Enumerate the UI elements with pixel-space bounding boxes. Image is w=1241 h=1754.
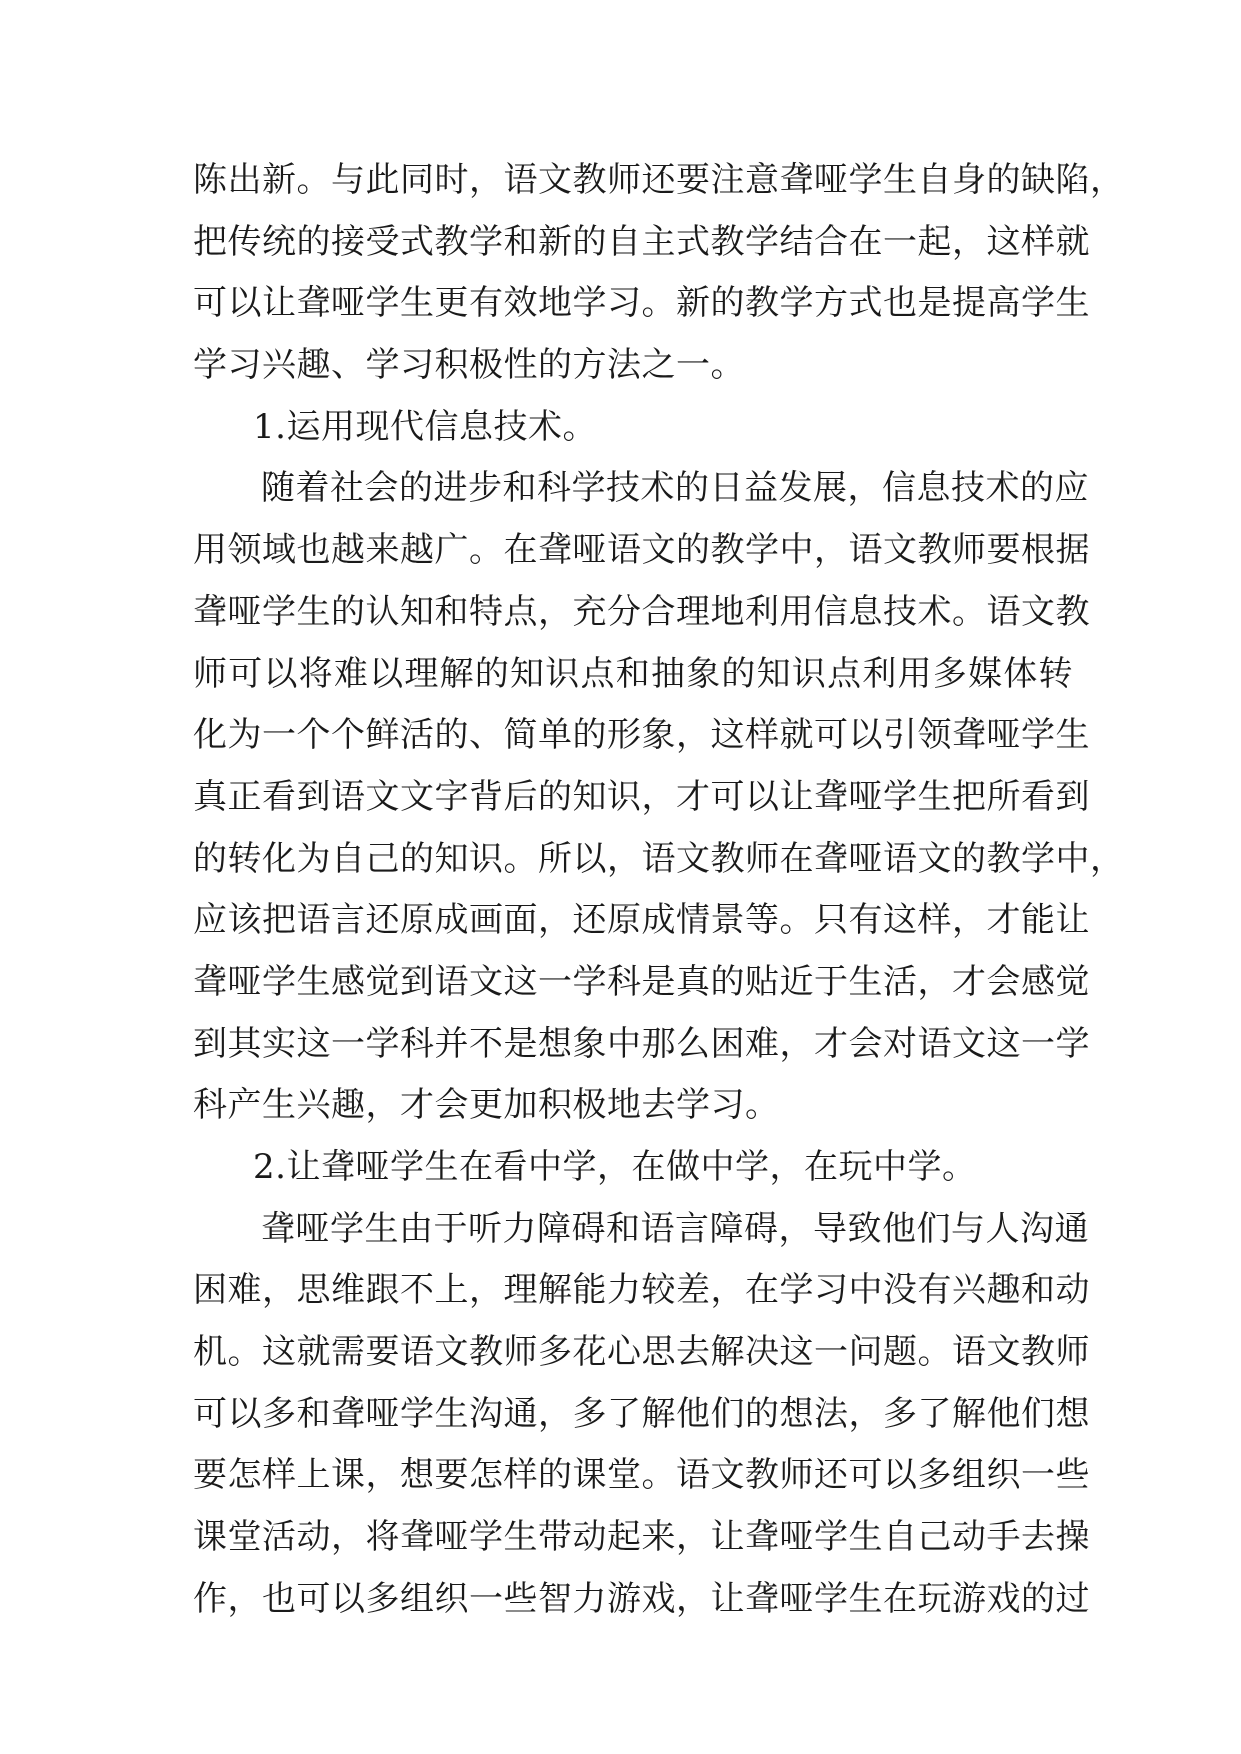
paragraph-line: 随着社会的进步和科学技术的日益发展，信息技术的应 [261,468,1089,509]
paragraph-line: 聋哑学生的认知和特点，充分合理地利用信息技术。语文教 [193,591,1090,632]
paragraph-line: 聋哑学生感觉到语文这一学科是真的贴近于生活，才会感觉 [193,961,1090,1002]
paragraph-line: 科产生兴趣，才会更加积极地去学习。 [193,1085,780,1126]
paragraph-line: 要怎样上课，想要怎样的课堂。语文教师还可以多组织一些 [193,1455,1090,1496]
paragraph-line: 把传统的接受式教学和新的自主式教学结合在一起，这样就 [193,221,1090,262]
section-heading: 1.运用现代信息技术。 [253,406,597,447]
paragraph-line: 困难，思维跟不上，理解能力较差，在学习中没有兴趣和动 [193,1270,1090,1311]
paragraph-line: 陈出新。与此同时，语文教师还要注意聋哑学生自身的缺陷， [193,160,1125,200]
paragraph-line: 到其实这一学科并不是想象中那么困难，才会对语文这一学 [193,1023,1090,1064]
paragraph-line: 聋哑学生由于听力障碍和语言障碍，导致他们与人沟通 [261,1208,1089,1249]
paragraph-line: 师可以将难以理解的知识点和抽象的知识点利用多媒体转 [193,653,1073,694]
paragraph-line: 化为一个个鲜活的、简单的形象，这样就可以引领聋哑学生 [193,715,1090,756]
section-heading: 2.让聋哑学生在看中学，在做中学，在玩中学。 [253,1147,977,1187]
paragraph-line: 的转化为自己的知识。所以，语文教师在聋哑语文的教学中， [193,838,1125,879]
paragraph-line: 可以多和聋哑学生沟通，多了解他们的想法，多了解他们想 [193,1393,1090,1434]
paragraph-line: 用领域也越来越广。在聋哑语文的教学中，语文教师要根据 [193,530,1090,571]
paragraph-line: 课堂活动，将聋哑学生带动起来，让聋哑学生自己动手去操 [193,1517,1090,1558]
body-text [193,150,1125,1631]
paragraph-line: 应该把语言还原成画面，还原成情景等。只有这样，才能让 [193,900,1090,941]
paragraph-line: 可以让聋哑学生更有效地学习。新的教学方式也是提高学生 [193,283,1090,324]
paragraph-line: 机。这就需要语文教师多花心思去解决这一问题。语文教师 [193,1332,1090,1373]
paragraph-line: 学习兴趣、学习积极性的方法之一。 [193,345,745,386]
paragraph-line: 作，也可以多组织一些智力游戏，让聋哑学生在玩游戏的过 [193,1578,1090,1619]
paragraph-line: 真正看到语文文字背后的知识，才可以让聋哑学生把所看到 [193,776,1090,817]
